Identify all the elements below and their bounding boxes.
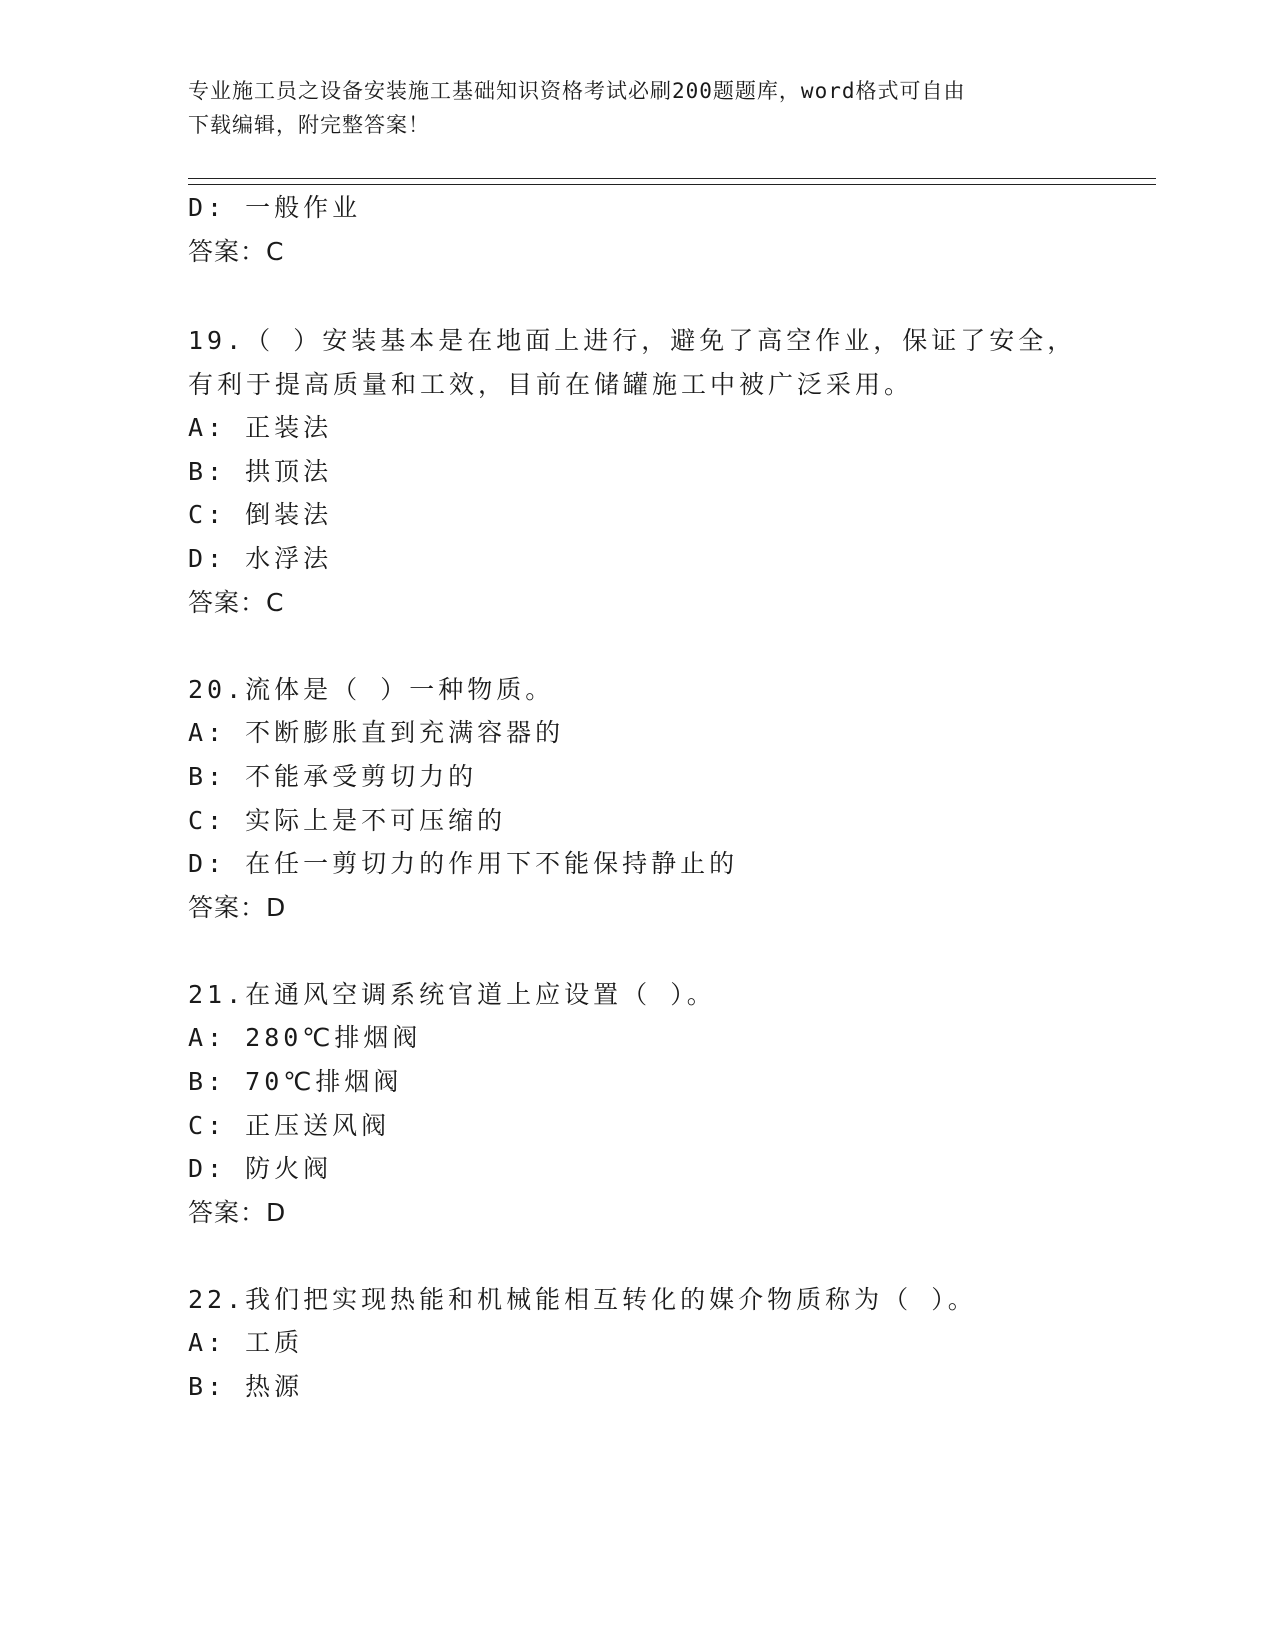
q21-stem: 21.在通风空调系统官道上应设置（ ）。: [188, 980, 716, 1009]
prev-option-d: D: 一般作业: [188, 193, 362, 222]
q19-option-d: D: 水浮法: [188, 544, 333, 573]
header-title-line-2: 下载编辑，附完整答案！: [188, 113, 430, 137]
header-divider-top: [188, 178, 1156, 179]
q19-option-c: C: 倒装法: [188, 500, 333, 529]
q21-option-d: D: 防火阀: [188, 1154, 333, 1183]
q20-option-a: A: 不断膨胀直到充满容器的: [188, 718, 565, 747]
q19-option-b: B: 拱顶法: [188, 457, 333, 486]
q21-answer: 答案：D: [188, 1198, 287, 1227]
q20-stem: 20.流体是（ ）一种物质。: [188, 675, 555, 704]
q21-option-c: C: 正压送风阀: [188, 1111, 391, 1140]
q20-option-b: B: 不能承受剪切力的: [188, 762, 478, 791]
q20-answer: 答案：D: [188, 893, 287, 922]
q20-option-c: C: 实际上是不可压缩的: [188, 806, 507, 835]
q22-option-b: B: 热源: [188, 1372, 304, 1401]
q22-stem: 22.我们把实现热能和机械能相互转化的媒介物质称为（ ）。: [188, 1285, 977, 1314]
header-divider-bottom: [188, 184, 1156, 185]
q21-option-b: B: 70℃排烟阀: [188, 1067, 403, 1096]
document-header: [188, 74, 1068, 142]
q21-option-a: A: 280℃排烟阀: [188, 1023, 422, 1052]
q19-stem-line-1: 19.（ ）安装基本是在地面上进行，避免了高空作业，保证了安全，: [188, 326, 1077, 355]
q22-option-a: A: 工质: [188, 1328, 304, 1357]
q19-option-a: A: 正装法: [188, 413, 333, 442]
prev-answer: 答案：C: [188, 237, 285, 266]
q19-answer: 答案：C: [188, 588, 285, 617]
header-title-line-1: 专业施工员之设备安装施工基础知识资格考试必刷200题题库，word格式可自由: [188, 79, 966, 103]
q20-option-d: D: 在任一剪切力的作用下不能保持静止的: [188, 849, 739, 878]
q19-stem-line-2: 有利于提高质量和工效，目前在储罐施工中被广泛采用。: [188, 370, 914, 399]
